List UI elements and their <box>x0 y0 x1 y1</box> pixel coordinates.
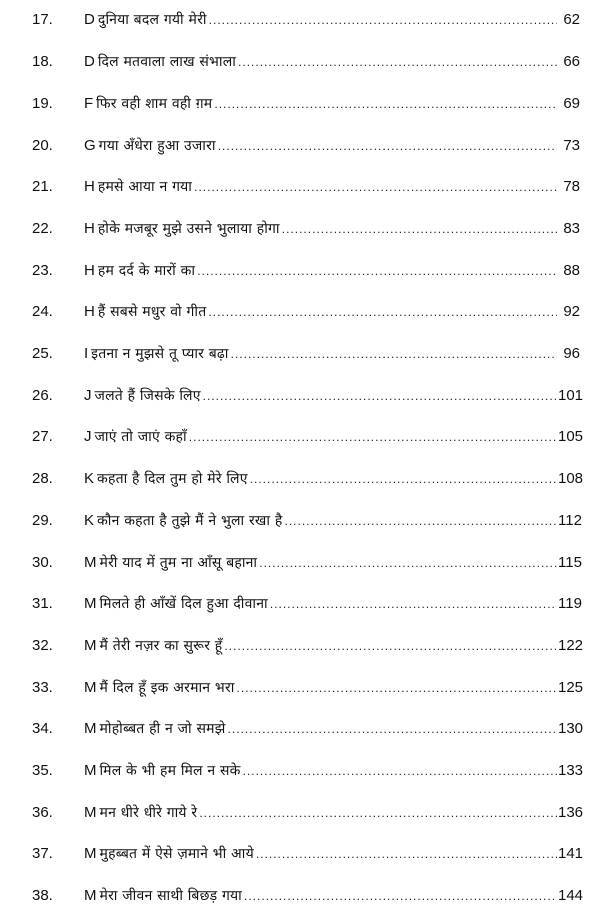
entry-page-number: 108 <box>558 470 584 487</box>
entry-page-number: 112 <box>558 512 582 529</box>
entry-page-number: 130 <box>558 720 584 737</box>
entry-index-letter: I <box>84 345 89 362</box>
toc-entry <box>0 5 600 35</box>
dot-leader <box>259 548 557 578</box>
entry-title: हैं सबसे मधुर वो गीत <box>97 304 207 320</box>
toc-entry <box>0 422 600 452</box>
entry-title: मेरी याद में तुम ना आँसू बहाना <box>99 555 258 571</box>
toc-entry <box>0 297 600 327</box>
entry-page-number: 115 <box>558 554 582 571</box>
entry-body <box>84 214 580 244</box>
dot-leader <box>256 839 557 869</box>
entry-index-letter: H <box>84 220 95 237</box>
dot-leader <box>189 422 557 452</box>
dot-leader <box>199 798 557 828</box>
entry-title: मैं दिल हूँ इक अरमान भरा <box>99 680 235 696</box>
toc-entry <box>0 381 600 411</box>
dot-leader <box>243 756 557 786</box>
dot-leader <box>208 297 557 327</box>
entry-number: 30. <box>32 554 53 571</box>
entry-body <box>84 131 580 161</box>
dot-leader <box>282 214 557 244</box>
entry-index-letter: G <box>84 137 96 154</box>
entry-page-number: 73 <box>563 137 580 154</box>
entry-body <box>84 47 580 77</box>
entry-index-letter: M <box>84 762 97 779</box>
toc-entry <box>0 548 600 578</box>
dot-leader <box>238 47 557 77</box>
entry-page-number: 83 <box>563 220 580 237</box>
entry-number: 22. <box>32 220 53 237</box>
entry-page-number: 101 <box>558 387 584 404</box>
entry-title: मिल के भी हम मिल न सके <box>99 763 241 779</box>
entry-page-number: 96 <box>563 345 580 362</box>
entry-number: 31. <box>32 595 53 612</box>
entry-number: 35. <box>32 762 53 779</box>
entry-body <box>84 631 584 661</box>
entry-body <box>84 756 584 786</box>
toc-entry <box>0 464 600 494</box>
entry-page-number: 69 <box>563 95 580 112</box>
entry-number: 34. <box>32 720 53 737</box>
entry-number: 20. <box>32 137 53 154</box>
dot-leader <box>224 631 557 661</box>
entry-page-number: 125 <box>558 679 584 696</box>
entry-index-letter: M <box>84 845 97 862</box>
entry-body <box>84 798 584 828</box>
entry-number: 28. <box>32 470 53 487</box>
toc-entry <box>0 339 600 369</box>
dot-leader <box>203 381 557 411</box>
toc-entry <box>0 131 600 161</box>
dot-leader <box>194 172 557 202</box>
entry-body <box>84 422 584 452</box>
entry-index-letter: M <box>84 637 97 654</box>
entry-index-letter: H <box>84 262 95 279</box>
toc-entry <box>0 89 600 119</box>
entry-body <box>84 589 580 619</box>
entry-number: 19. <box>32 95 53 112</box>
entry-index-letter: M <box>84 554 97 571</box>
entry-body <box>84 381 584 411</box>
dot-leader <box>209 5 557 35</box>
toc-entry <box>0 756 600 786</box>
entry-title: मेरा जीवन साथी बिछड़ गया <box>99 888 243 904</box>
dot-leader <box>285 506 558 536</box>
entry-page-number: 105 <box>558 428 584 445</box>
entry-title: मैं तेरी नज़र का सुरूर हूँ <box>99 638 223 654</box>
entry-body <box>84 673 584 703</box>
entry-index-letter: F <box>84 95 94 112</box>
entry-number: 25. <box>32 345 53 362</box>
toc-entry <box>0 839 600 869</box>
toc-entry <box>0 256 600 286</box>
dot-leader <box>270 589 557 619</box>
toc-entry <box>0 881 600 911</box>
entry-page-number: 133 <box>558 762 584 779</box>
entry-body <box>84 172 580 202</box>
toc-entry <box>0 589 600 619</box>
entry-title: गया अँधेरा हुआ उजारा <box>98 138 216 154</box>
entry-title: हमसे आया न गया <box>97 179 193 195</box>
entry-body <box>84 339 580 369</box>
entry-title: कौन कहता है तुझे मैं ने भुला रखा है <box>97 513 283 529</box>
dot-leader <box>244 881 557 911</box>
entry-index-letter: H <box>84 303 95 320</box>
entry-title: मन धीरे धीरे गाये रे <box>99 805 198 821</box>
entry-index-letter: M <box>84 720 97 737</box>
entry-number: 17. <box>32 11 53 28</box>
entry-body <box>84 5 580 35</box>
dot-leader <box>228 714 557 744</box>
entry-index-letter: J <box>84 428 92 445</box>
entry-number: 23. <box>32 262 53 279</box>
entry-page-number: 62 <box>563 11 580 28</box>
entry-body <box>84 297 580 327</box>
entry-title: मोहोब्बत ही न जो समझे <box>99 721 226 737</box>
entry-title: फिर वही शाम वही ग़म <box>96 96 213 112</box>
entry-title: हम दर्द के मारों का <box>97 263 196 279</box>
entry-body <box>84 506 580 536</box>
entry-body <box>84 839 584 869</box>
toc-entry <box>0 506 600 536</box>
toc-entry <box>0 214 600 244</box>
dot-leader <box>231 339 557 369</box>
toc-entry <box>0 798 600 828</box>
dot-leader <box>218 131 557 161</box>
toc-entry <box>0 714 600 744</box>
entry-page-number: 136 <box>558 804 584 821</box>
entry-number: 18. <box>32 53 53 70</box>
entry-title: मुहब्बत में ऐसे ज़माने भी आये <box>99 846 254 862</box>
entry-body <box>84 464 584 494</box>
entry-number: 33. <box>32 679 53 696</box>
entry-number: 21. <box>32 178 53 195</box>
dot-leader <box>250 464 557 494</box>
entry-index-letter: H <box>84 178 95 195</box>
entry-index-letter: M <box>84 887 97 904</box>
entry-index-letter: D <box>84 11 95 28</box>
entry-number: 38. <box>32 887 53 904</box>
entry-number: 27. <box>32 428 53 445</box>
entry-body <box>84 881 584 911</box>
entry-index-letter: K <box>84 470 95 487</box>
entry-index-letter: M <box>84 595 97 612</box>
entry-page-number: 141 <box>558 845 584 862</box>
entry-title: मिलते ही आँखें दिल हुआ दीवाना <box>99 596 268 612</box>
toc-entry <box>0 673 600 703</box>
entry-page-number: 78 <box>563 178 580 195</box>
entry-body <box>84 256 580 286</box>
entry-title: दिल मतवाला लाख संभाला <box>97 54 237 70</box>
entry-page-number: 122 <box>558 637 584 654</box>
entry-page-number: 92 <box>563 303 580 320</box>
entry-page-number: 66 <box>563 53 580 70</box>
entry-title: जलते हैं जिसके लिए <box>94 388 201 404</box>
entry-title: होके मजबूर मुझे उसने भुलाया होगा <box>97 221 280 237</box>
entry-title: कहता है दिल तुम हो मेरे लिए <box>97 471 248 487</box>
entry-body <box>84 714 584 744</box>
entry-number: 26. <box>32 387 53 404</box>
entry-number: 29. <box>32 512 53 529</box>
dot-leader <box>197 256 557 286</box>
dot-leader <box>237 673 557 703</box>
entry-index-letter: K <box>84 512 95 529</box>
entry-body <box>84 548 580 578</box>
entry-page-number: 119 <box>558 595 582 612</box>
entry-number: 32. <box>32 637 53 654</box>
entry-number: 36. <box>32 804 53 821</box>
entry-number: 24. <box>32 303 53 320</box>
entry-title: जाएं तो जाएं कहाँ <box>94 429 187 445</box>
entry-index-letter: M <box>84 804 97 821</box>
entry-number: 37. <box>32 845 53 862</box>
entry-index-letter: D <box>84 53 95 70</box>
toc-entry <box>0 172 600 202</box>
dot-leader <box>214 89 557 119</box>
entry-page-number: 144 <box>558 887 584 904</box>
entry-index-letter: J <box>84 387 92 404</box>
entry-title: इतना न मुझसे तू प्यार बढ़ा <box>91 346 229 362</box>
entry-title: दुनिया बदल गयी मेरी <box>97 12 207 28</box>
entry-index-letter: M <box>84 679 97 696</box>
entry-body <box>84 89 580 119</box>
toc-entry <box>0 47 600 77</box>
toc-entry <box>0 631 600 661</box>
entry-page-number: 88 <box>563 262 580 279</box>
